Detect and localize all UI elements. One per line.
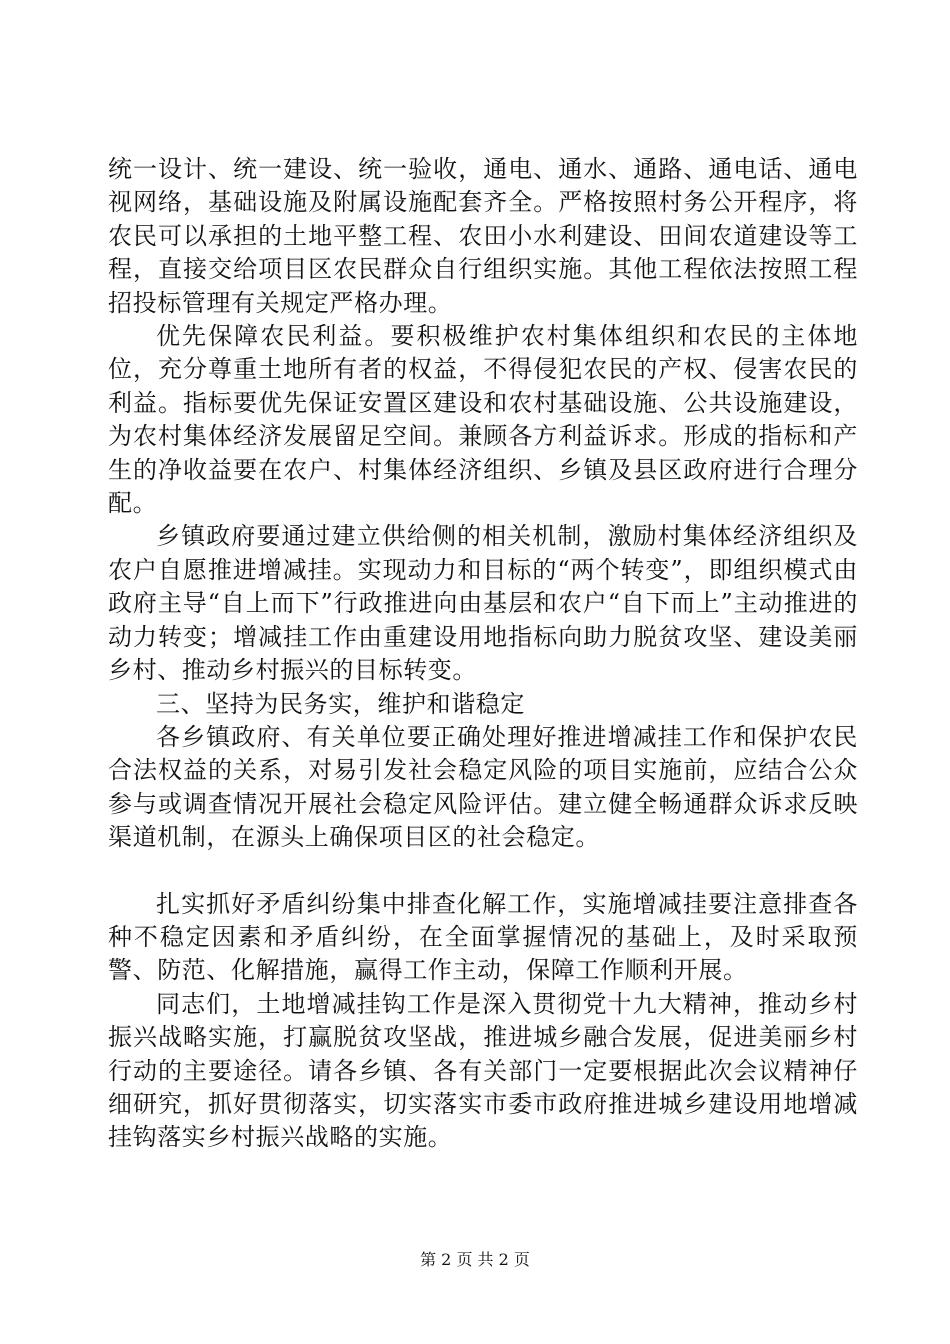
paragraph-township-mechanism: 乡镇政府要通过建立供给侧的相关机制，激励村集体经济组织及农户自愿推进增减挂。实现动力和目标的“两个转变”，即组织模式由政府主导“自上而下”行政推进向由基层和农户“自下而上”主动推进的动力转变；增减挂工作由重建设用地指标向助力脱贫攻坚、建设美丽乡村、推动乡村振兴的目标转变。	[108, 522, 858, 685]
paragraph-stability: 各乡镇政府、有关单位要正确处理好推进增减挂工作和保护农民合法权益的关系，对易引发社会稳定风险的项目实施前，应结合公众参与或调查情况开展社会稳定风险评估。建立健全畅通群众诉求反映渠道机制，在源头上确保项目区的社会稳定。	[108, 722, 858, 852]
paragraph-dispute-resolution: 扎实抓好矛盾纠纷集中排查化解工作，实施增减挂要注意排查各种不稳定因素和矛盾纠纷，在全面掌握情况的基础上，及时采取预警、防范、化解措施，赢得工作主动，保障工作顺利开展。	[108, 889, 858, 985]
document-body	[108, 153, 858, 1155]
paragraph-gap	[108, 855, 858, 888]
paragraph-closing: 同志们，土地增减挂钩工作是深入贯彻党十九大精神，推动乡村振兴战略实施，打赢脱贫攻坚战，推进城乡融合发展，促进美丽乡村行动的主要途径。请各乡镇、各有关部门一定要根据此次会议精神仔细研究，抓好贯彻落实，切实落实市委市政府推进城乡建设用地增减挂钩落实乡村振兴战略的实施。	[108, 989, 858, 1152]
paragraph-continuation: 统一设计、统一建设、统一验收，通电、通水、通路、通电话、通电视网络，基础设施及附属设施配套齐全。严格按照村务公开程序，将农民可以承担的土地平整工程、农田小水利建设、田间农道建设等工程，直接交给项目区农民群众自行组织实施。其他工程依法按照工程招投标管理有关规定严格办理。	[108, 155, 858, 317]
section-heading: 三、坚持为民务实，维护和谐稳定	[156, 689, 525, 718]
page-footer: 第 2 页 共 2 页	[420, 1250, 530, 1269]
paragraph-farmer-interests: 优先保障农民利益。要积极维护农村集体组织和农民的主体地位，充分尊重土地所有者的权益，不得侵犯农民的产权、侵害农民的利益。指标要优先保证安置区建设和农村基础设施、公共设施建设，为农村集体经济发展留足空间。兼顾各方利益诉求。形成的指标和产生的净收益要在农户、村集体经济组织、乡镇及县区政府进行合理分配。	[108, 322, 858, 518]
